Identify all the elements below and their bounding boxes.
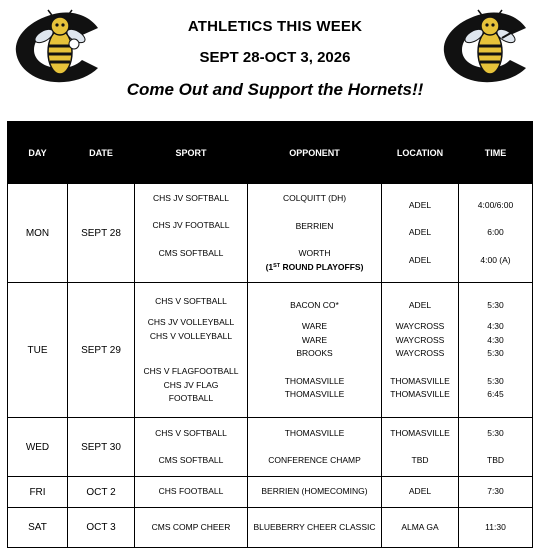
date-cell: SEPT 29 [68, 283, 135, 418]
sport-item: CMS SOFTBALL [158, 247, 224, 258]
athletics-schedule-table [7, 121, 533, 548]
opponent-cell [248, 418, 382, 477]
location-cell [382, 283, 459, 418]
opponent-cell [248, 283, 382, 418]
sport-cell [135, 283, 248, 418]
column-header-day: DAY [8, 122, 68, 184]
time-item: TBD [487, 455, 504, 465]
opponent-item: BROOKS [296, 348, 333, 358]
opponent-item: THOMASVILLE [284, 427, 345, 438]
sport-item: CHS JV FOOTBALL [152, 220, 230, 231]
table-header-row [8, 122, 533, 184]
location-item: THOMASVILLE [390, 389, 450, 399]
date-cell: SEPT 30 [68, 418, 135, 477]
sport-item: CHS JV SOFTBALL [152, 192, 230, 203]
opponent-cell: BERRIEN (HOMECOMING) [248, 477, 382, 508]
time-item: 4:00/6:00 [477, 199, 514, 210]
location-item: ADEL [408, 254, 432, 265]
location-cell: ALMA GA [382, 508, 459, 548]
sport-item: CHS V SOFTBALL [155, 295, 227, 306]
location-item: THOMASVILLE [390, 375, 450, 386]
sport-item: CHS V FLAGFOOTBALL [143, 366, 239, 376]
day-cell: TUE [8, 283, 68, 418]
location-item: ADEL [408, 299, 432, 310]
time-item: 5:30 [487, 375, 504, 386]
sport-item: FOOTBALL [168, 393, 214, 403]
time-item: 4:30 [487, 321, 504, 331]
sport-item: CHS JV FLAG [163, 379, 219, 390]
sport-cell [135, 418, 248, 477]
table-row [8, 508, 533, 548]
column-header-opponent: OPPONENT [248, 122, 382, 184]
opponent-item: THOMASVILLE [284, 375, 345, 386]
sport-item: CHS V VOLLEYBALL [149, 330, 233, 341]
opponent-item: BERRIEN [295, 220, 334, 231]
table-row [8, 477, 533, 508]
time-item: 4:30 [487, 334, 504, 345]
table-row [8, 418, 533, 477]
slogan: Come Out and Support the Hornets!! [126, 80, 424, 99]
time-item: 4:00 (A) [480, 254, 511, 265]
time-item: 6:00 [487, 227, 504, 238]
day-cell: FRI [8, 477, 68, 508]
location-cell [382, 184, 459, 283]
page-title: ATHLETICS THIS WEEK [187, 18, 363, 35]
time-item: 5:30 [487, 299, 504, 310]
location-item: WAYCROSS [395, 348, 445, 358]
location-cell: ADEL [382, 477, 459, 508]
location-item: THOMASVILLE [390, 427, 450, 438]
opponent-cell: BLUEBERRY CHEER CLASSIC [248, 508, 382, 548]
date-cell: OCT 2 [68, 477, 135, 508]
time-cell [459, 184, 533, 283]
sport-cell: CMS COMP CHEER [135, 508, 248, 548]
date-cell: OCT 3 [68, 508, 135, 548]
opponent-item: WARE [301, 321, 328, 331]
opponent-item: CONFERENCE CHAMP [268, 455, 361, 465]
time-cell: 11:30 [459, 508, 533, 548]
location-item: ADEL [408, 199, 432, 210]
location-item: ADEL [408, 227, 432, 238]
sport-cell [135, 184, 248, 283]
date-cell: SEPT 28 [68, 184, 135, 283]
time-cell [459, 283, 533, 418]
opponent-item: COLQUITT (DH) [282, 193, 347, 203]
table-row [8, 184, 533, 283]
location-cell [382, 418, 459, 477]
sport-cell: CHS FOOTBALL [135, 477, 248, 508]
date-range: SEPT 28-OCT 3, 2026 [199, 49, 351, 66]
location-item: TBD [411, 455, 429, 465]
column-header-time: TIME [459, 122, 533, 184]
opponent-note: (1ST ROUND PLAYOFFS) [265, 261, 364, 272]
opponent-item: WORTH [298, 248, 331, 258]
column-header-location: LOCATION [382, 122, 459, 184]
sport-item: CHS JV VOLLEYBALL [147, 317, 235, 327]
column-header-sport: SPORT [135, 122, 248, 184]
table-row [8, 283, 533, 418]
sport-item: CMS SOFTBALL [158, 455, 224, 465]
opponent-item: THOMASVILLE [284, 389, 345, 399]
day-cell: SAT [8, 508, 68, 548]
opponent-cell [248, 184, 382, 283]
opponent-item: BACON CO* [290, 299, 339, 310]
day-cell: MON [8, 184, 68, 283]
location-item: WAYCROSS [395, 334, 445, 345]
time-cell: 7:30 [459, 477, 533, 508]
opponent-item: WARE [301, 334, 328, 345]
time-item: 6:45 [487, 389, 504, 399]
day-cell: WED [8, 418, 68, 477]
time-cell [459, 418, 533, 477]
column-header-date: DATE [68, 122, 135, 184]
sport-item: CHS V SOFTBALL [155, 427, 227, 438]
location-item: WAYCROSS [395, 321, 445, 331]
time-item: 5:30 [487, 427, 504, 438]
time-item: 5:30 [487, 348, 504, 358]
